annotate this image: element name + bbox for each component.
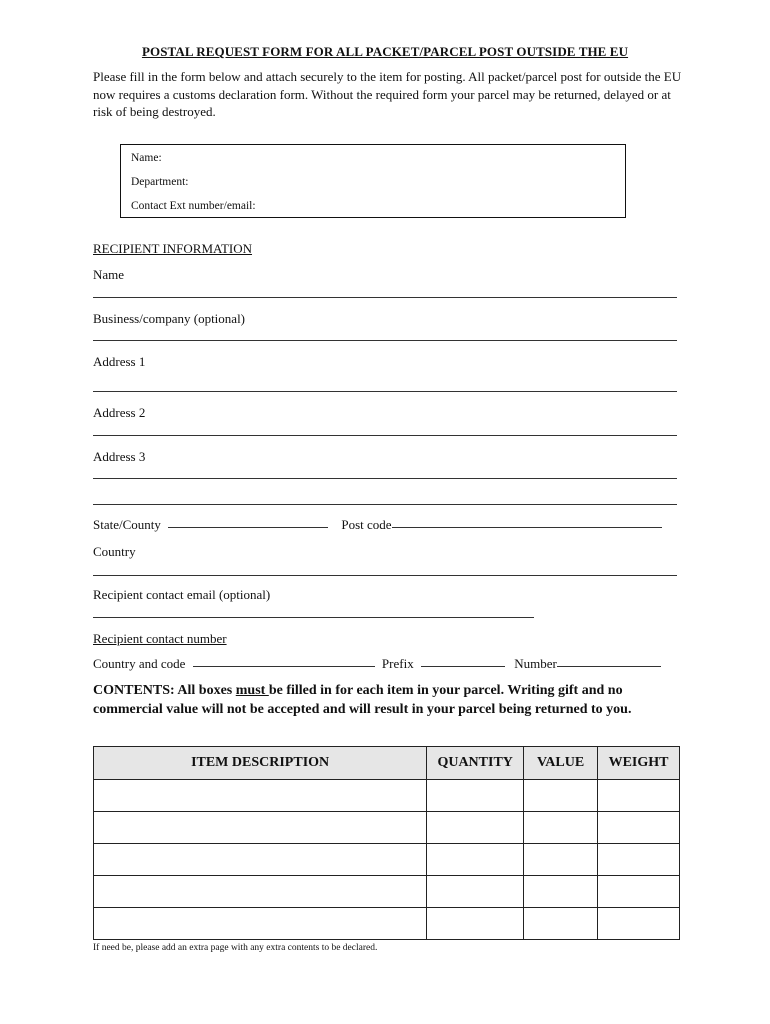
sender-info-box	[120, 144, 626, 218]
quantity-cell[interactable]	[427, 876, 524, 908]
intro-text: Please fill in the form below and attach securely to the item for posting. All packet/parcel post for outside the EU now requires a customs declaration form. Without the required form your parcel may be returned, delayed or at risk of being destroyed.	[93, 69, 682, 119]
quantity-cell[interactable]	[427, 844, 524, 876]
recipient-name-line[interactable]	[93, 297, 677, 298]
email-label: Recipient contact email (optional)	[93, 587, 271, 602]
contents-text-end: be filled in for each item in your parcel. Writing gift and no commercial value will not be accepted and will result in your parcel being returned to you.	[93, 683, 632, 717]
value-cell[interactable]	[524, 876, 598, 908]
number-line[interactable]	[557, 666, 661, 667]
value-cell[interactable]	[524, 812, 598, 844]
business-line[interactable]	[93, 340, 677, 341]
quantity-cell[interactable]	[427, 908, 524, 940]
recipient-name-label: Name	[93, 267, 125, 282]
value-cell[interactable]	[524, 780, 598, 812]
country-code-label: Country and code	[93, 656, 186, 671]
state-label: State/County	[93, 517, 161, 532]
weight-cell[interactable]	[598, 780, 680, 812]
description-cell[interactable]	[94, 908, 427, 940]
header-item-description: ITEM DESCRIPTION	[94, 747, 427, 780]
value-cell[interactable]	[524, 908, 598, 940]
contact-number-heading: Recipient contact number	[93, 631, 227, 646]
address2-line[interactable]	[93, 435, 677, 436]
description-cell[interactable]	[94, 876, 427, 908]
header-value: VALUE	[524, 747, 598, 780]
description-cell[interactable]	[94, 812, 427, 844]
weight-cell[interactable]	[598, 908, 680, 940]
table-row	[94, 876, 680, 908]
form-title: POSTAL REQUEST FORM FOR ALL PACKET/PARCEL POST OUTSIDE THE EU	[141, 44, 629, 59]
contents-text-start: CONTENTS: All boxes	[93, 683, 236, 698]
address1-label: Address 1	[93, 354, 146, 369]
contact-number-row	[93, 656, 683, 672]
address1-line[interactable]	[93, 391, 677, 392]
sender-name-label: Name:	[131, 152, 162, 164]
prefix-line[interactable]	[421, 666, 505, 667]
address3-line-2[interactable]	[93, 504, 677, 505]
weight-cell[interactable]	[598, 844, 680, 876]
country-line[interactable]	[93, 575, 677, 576]
postcode-label: Post code	[341, 517, 392, 532]
email-line[interactable]	[93, 617, 534, 618]
address3-line-1[interactable]	[93, 478, 677, 479]
table-row	[94, 844, 680, 876]
table-row	[94, 812, 680, 844]
description-cell[interactable]	[94, 844, 427, 876]
weight-cell[interactable]	[598, 812, 680, 844]
business-label: Business/company (optional)	[93, 311, 246, 326]
address3-label: Address 3	[93, 449, 146, 464]
table-row	[94, 908, 680, 940]
quantity-cell[interactable]	[427, 780, 524, 812]
table-header-row	[94, 747, 680, 780]
contents-table	[93, 746, 680, 940]
extra-page-note: If need be, please add an extra page with any extra contents to be declared.	[93, 943, 378, 953]
country-label: Country	[93, 544, 136, 559]
value-cell[interactable]	[524, 844, 598, 876]
weight-cell[interactable]	[598, 876, 680, 908]
table-row	[94, 780, 680, 812]
quantity-cell[interactable]	[427, 812, 524, 844]
country-code-line[interactable]	[193, 666, 375, 667]
prefix-label: Prefix	[381, 656, 414, 671]
state-postcode-row	[93, 517, 683, 533]
contents-must: must	[235, 683, 269, 698]
state-line[interactable]	[168, 527, 328, 528]
address2-label: Address 2	[93, 405, 146, 420]
header-weight: WEIGHT	[598, 747, 680, 780]
sender-department-label: Department:	[131, 176, 189, 188]
number-label: Number	[514, 656, 557, 671]
postcode-line[interactable]	[392, 527, 662, 528]
description-cell[interactable]	[94, 780, 427, 812]
header-quantity: QUANTITY	[427, 747, 524, 780]
recipient-heading: RECIPIENT INFORMATION	[93, 241, 253, 256]
sender-contact-label: Contact Ext number/email:	[131, 200, 256, 212]
contents-instructions	[93, 681, 683, 719]
